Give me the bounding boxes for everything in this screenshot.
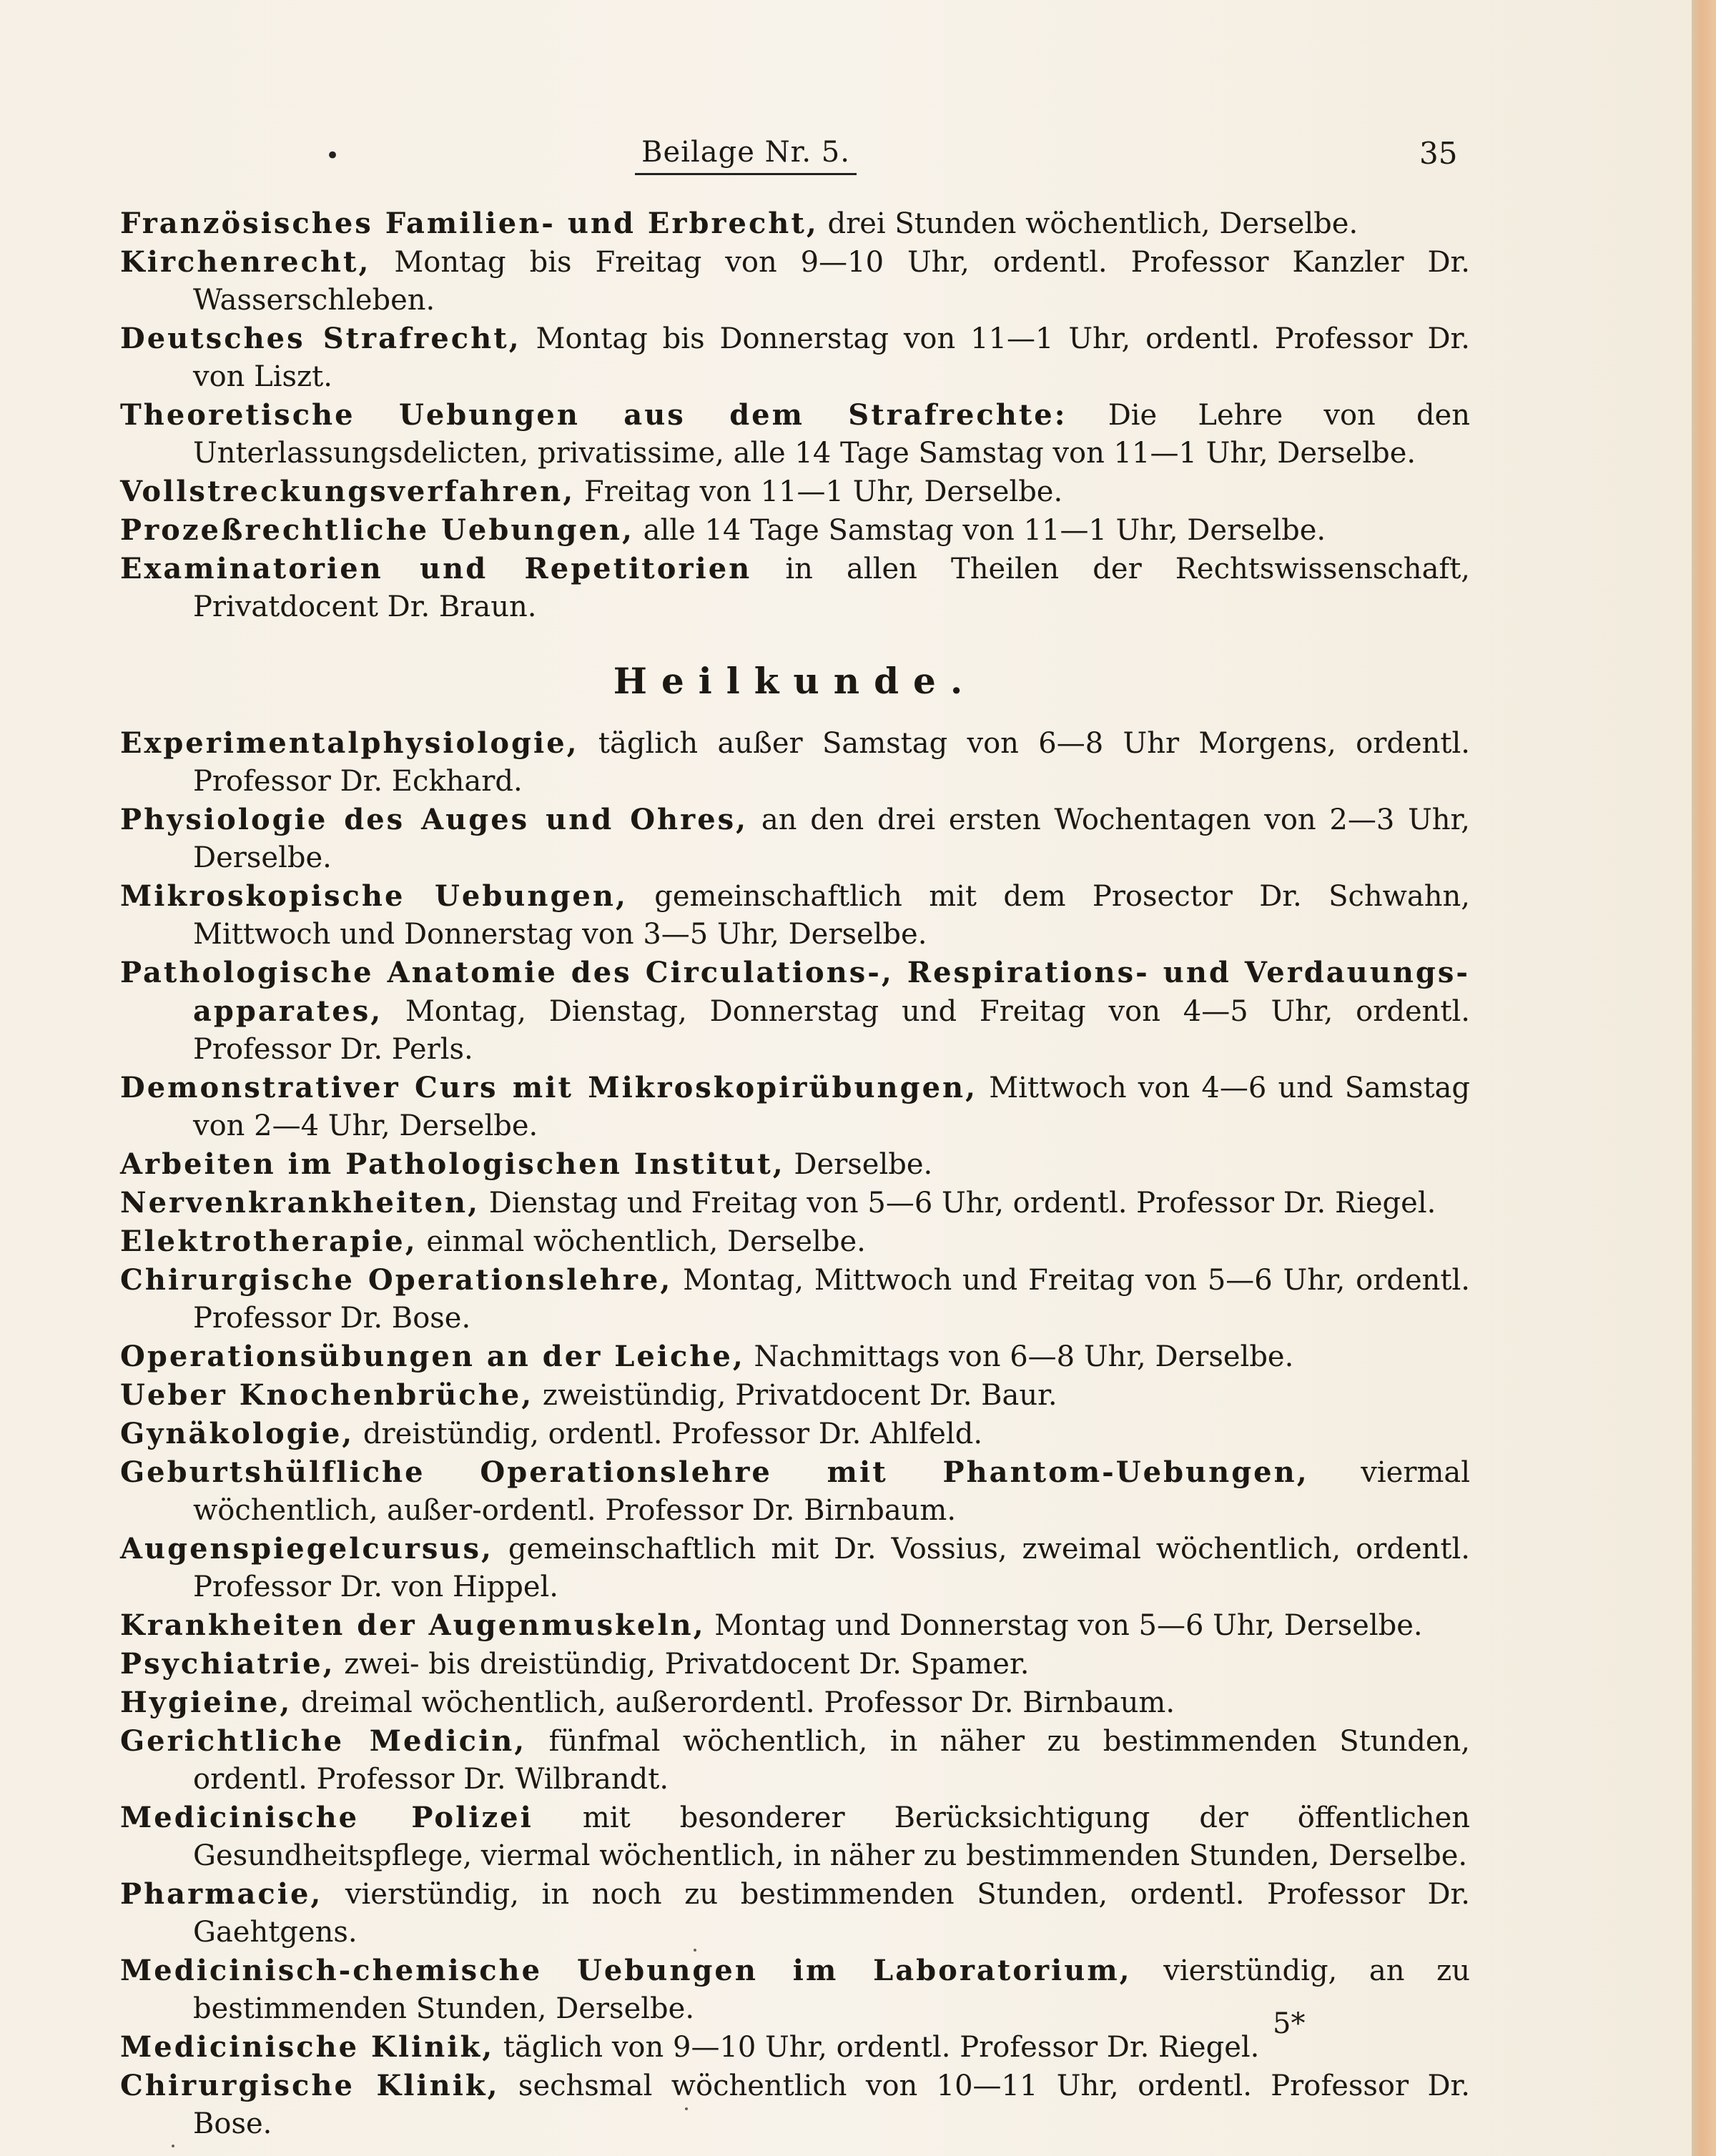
course-details: täglich außer Samstag von 6—8 Uhr Morgens, ordentl. Professor Dr. Eckhard. <box>193 727 1470 798</box>
course-details: fünfmal wöchentlich, in näher zu bestimmenden Stunden, ordentl. Professor Dr. Wilbrandt. <box>193 1725 1470 1796</box>
course-subject: Gerichtliche Medicin, <box>120 1724 527 1758</box>
course-details: einmal wöchentlich, Derselbe. <box>417 1225 866 1258</box>
course-details: sechsmal wöchentlich von 10—11 Uhr, ordentl. Professor Dr. Bose. <box>193 2070 1470 2140</box>
course-entry <box>120 1952 1470 2028</box>
course-subject: Pharmacie, <box>120 1877 323 1911</box>
course-entry <box>120 1606 1470 1645</box>
course-subject: Prozeßrechtliche Uebungen, <box>120 513 634 547</box>
page-edge <box>1692 0 1716 2156</box>
course-details: gemeinschaftlich mit dem Prosector Dr. Schwahn, Mittwoch und Donnerstag von 3—5 Uhr, Derselbe. <box>193 880 1471 951</box>
course-subject: Pathologische Anatomie des Circulations-, Respirations- und Verdauungs-apparates, <box>120 956 1470 1028</box>
course-subject: Gynäkologie, <box>120 1417 355 1450</box>
course-subject: Psychiatrie, <box>120 1647 335 1681</box>
course-entry <box>120 396 1470 473</box>
course-entry <box>120 1184 1470 1222</box>
course-entry <box>120 1415 1470 1453</box>
paper-speck <box>172 2145 174 2147</box>
course-subject: Nervenkrankheiten, <box>120 1186 480 1220</box>
course-entry <box>120 954 1470 1069</box>
course-entry <box>120 320 1470 396</box>
course-details: Montag, Mittwoch und Freitag von 5—6 Uhr, ordentl. Professor Dr. Bose. <box>193 1264 1471 1335</box>
course-subject: Hygieine, <box>120 1686 292 1719</box>
course-details: Die Lehre von den Unterlassungsdelicten, privatissime, alle 14 Tage Samstag von 11—1 Uhr, Derselbe. <box>193 399 1470 470</box>
course-details: Derselbe. <box>784 1148 933 1181</box>
course-details: an den drei ersten Wochentagen von 2—3 Uhr, Derselbe. <box>193 803 1470 874</box>
course-entry <box>120 1799 1470 1875</box>
course-subject: Arbeiten im Pathologischen Institut, <box>120 1147 785 1181</box>
course-entry <box>120 1453 1470 1530</box>
course-details: dreistündig, ordentl. Professor Dr. Ahlfeld. <box>354 1418 983 1450</box>
course-entry <box>120 1261 1470 1337</box>
course-subject: Medicinische Polizei <box>120 1801 533 1834</box>
course-details: Mittwoch von 4—6 und Samstag von 2—4 Uhr, Derselbe. <box>193 1072 1470 1142</box>
course-details: vierstündig, an zu bestimmenden Stunden, Derselbe. <box>193 1954 1470 2025</box>
course-entry <box>120 1645 1470 1683</box>
course-details: täglich von 9—10 Uhr, ordentl. Professor Dr. Riegel. <box>494 2031 1260 2064</box>
page-title: Beilage Nr. 5. <box>635 136 857 175</box>
course-entry <box>120 1683 1470 1722</box>
course-subject: Theoretische Uebungen aus dem Strafrechte: <box>120 398 1067 432</box>
medicine-course-list <box>120 724 1470 2143</box>
course-entry <box>120 204 1470 243</box>
course-details: in allen Theilen der Rechtswissenschaft, Privatdocent Dr. Braun. <box>193 553 1471 623</box>
course-entry <box>120 550 1470 626</box>
header-marker: • <box>325 142 340 170</box>
signature-mark: 5* <box>1273 2007 1306 2040</box>
course-details: Nachmittags von 6—8 Uhr, Derselbe. <box>744 1340 1294 1373</box>
section-heading: Heilkunde. <box>613 660 977 702</box>
paper-speck <box>694 1949 696 1952</box>
course-details: gemeinschaftlich mit Dr. Vossius, zweimal wöchentlich, ordentl. Professor Dr. von Hippel. <box>193 1533 1470 1603</box>
course-subject: Medicinische Klinik, <box>120 2030 495 2064</box>
course-subject: Elektrotherapie, <box>120 1225 418 1258</box>
course-subject: Geburtshülfliche Operationslehre mit Phantom-Uebungen, <box>120 1455 1309 1489</box>
course-subject: Kirchenrecht, <box>120 245 371 279</box>
course-entry <box>120 1530 1470 1606</box>
course-entry <box>120 1722 1470 1799</box>
course-subject: Französisches Familien- und Erbrecht, <box>120 207 819 240</box>
course-subject: Mikroskopische Uebungen, <box>120 879 628 913</box>
course-subject: Ueber Knochenbrüche, <box>120 1378 534 1412</box>
course-subject: Vollstreckungsverfahren, <box>120 475 576 508</box>
course-subject: Examinatorien und Repetitorien <box>120 552 752 585</box>
course-details: zweistündig, Privatdocent Dr. Baur. <box>533 1379 1057 1412</box>
course-entry <box>120 1222 1470 1261</box>
course-entry <box>120 511 1470 550</box>
course-details: Freitag von 11—1 Uhr, Derselbe. <box>575 475 1063 508</box>
page-number: 35 <box>1419 136 1458 171</box>
course-details: Montag bis Freitag von 9—10 Uhr, ordentl. Professor Kanzler Dr. Wasserschleben. <box>193 246 1470 317</box>
course-entry <box>120 2067 1470 2143</box>
course-entry <box>120 724 1470 801</box>
course-details: dreimal wöchentlich, außerordentl. Professor Dr. Birnbaum. <box>292 1686 1175 1719</box>
course-entry <box>120 243 1470 320</box>
course-subject: Augenspiegelcursus, <box>120 1532 493 1566</box>
course-listing <box>120 204 1470 2143</box>
course-subject: Operationsübungen an der Leiche, <box>120 1340 745 1373</box>
course-details: Montag, Dienstag, Donnerstag und Freitag von 4—5 Uhr, ordentl. Professor Dr. Perls. <box>193 995 1470 1066</box>
course-entry <box>120 2028 1470 2067</box>
course-entry <box>120 877 1470 954</box>
course-subject: Chirurgische Operationslehre, <box>120 1263 673 1297</box>
course-details: zwei- bis dreistündig, Privatdocent Dr. Spamer. <box>335 1648 1030 1681</box>
course-entry <box>120 473 1470 511</box>
paper-speck <box>685 2107 688 2110</box>
course-details: Dienstag und Freitag von 5—6 Uhr, ordentl. Professor Dr. Riegel. <box>480 1187 1436 1220</box>
course-details: viermal wöchentlich, außer-ordentl. Professor Dr. Birnbaum. <box>193 1456 1471 1527</box>
course-subject: Experimentalphysiologie, <box>120 726 579 760</box>
course-subject: Demonstrativer Curs mit Mikroskopirübungen, <box>120 1071 978 1104</box>
law-course-list <box>120 204 1470 626</box>
course-subject: Chirurgische Klinik, <box>120 2069 500 2102</box>
course-details: Montag und Donnerstag von 5—6 Uhr, Derselbe. <box>705 1609 1423 1642</box>
course-entry <box>120 1337 1470 1376</box>
course-details: drei Stunden wöchentlich, Derselbe. <box>818 207 1358 240</box>
page-header <box>0 136 1692 186</box>
course-entry <box>120 1875 1470 1952</box>
course-subject: Deutsches Strafrecht, <box>120 322 521 355</box>
course-subject: Medicinisch-chemische Uebungen im Laboratorium, <box>120 1954 1132 1987</box>
course-details: vierstündig, in noch zu bestimmenden Stunden, ordentl. Professor Dr. Gaehtgens. <box>193 1878 1470 1949</box>
course-entry <box>120 1376 1470 1415</box>
course-details: alle 14 Tage Samstag von 11—1 Uhr, Derselbe. <box>633 514 1326 547</box>
course-details: mit besonderer Berücksichtigung der öffentlichen Gesundheitspflege, viermal wöchentlich, in näher zu bestimmenden Stunden, Derselbe. <box>193 1801 1470 1872</box>
course-entry <box>120 801 1470 877</box>
course-subject: Physiologie des Auges und Ohres, <box>120 803 749 836</box>
course-details: Montag bis Donnerstag von 11—1 Uhr, ordentl. Professor Dr. von Liszt. <box>193 322 1470 393</box>
course-subject: Krankheiten der Augenmuskeln, <box>120 1608 706 1642</box>
course-entry <box>120 1145 1470 1184</box>
course-entry <box>120 1069 1470 1145</box>
